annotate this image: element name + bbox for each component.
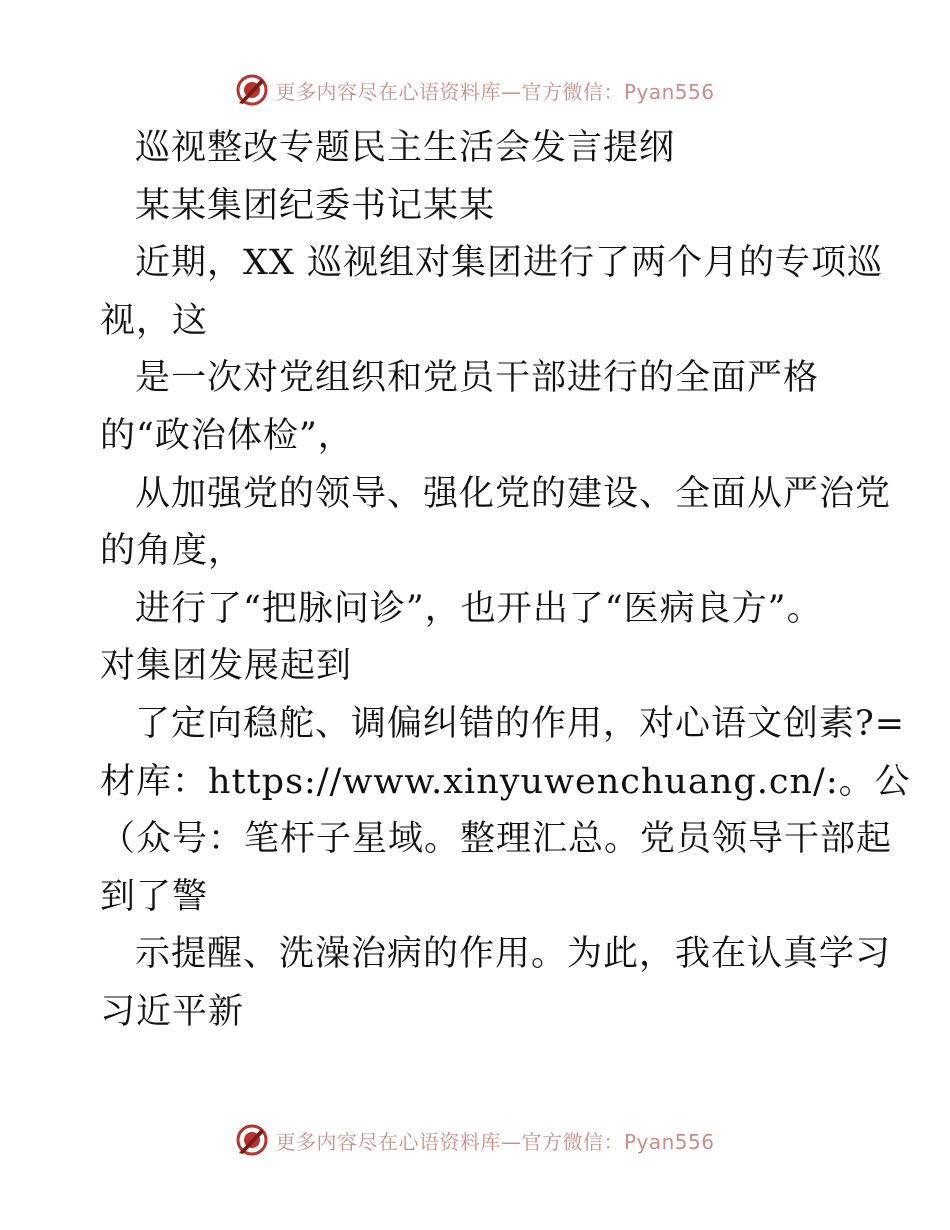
quill-seal-icon — [235, 73, 269, 107]
document-title: 巡视整改专题民主生活会发言提纲 — [135, 128, 676, 168]
paragraph-line: 的角度， — [100, 531, 245, 572]
author-line: 某某集团纪委书记某某 — [135, 185, 496, 226]
quill-seal-icon — [235, 1123, 269, 1157]
footer-watermark-text: 更多内容尽在心语资料库—官方微信：Pyan556 — [275, 1129, 715, 1154]
header-watermark-text: 更多内容尽在心语资料库—官方微信：Pyan556 — [275, 79, 715, 104]
paragraph-line: 是一次对党组织和党员干部进行的全面严格 — [135, 358, 820, 399]
paragraph-line: 从加强党的领导、强化党的建设、全面从严治党 — [135, 473, 892, 514]
paragraph-line: 的“政治体检”， — [100, 415, 354, 456]
paragraph-line: 习近平新 — [100, 991, 245, 1032]
paragraph-line: 了定向稳舵、调偏纠错的作用，对心语文创素?= — [135, 703, 906, 744]
paragraph-line: （众号：笔杆子星域。整理汇总。党员领导干部起 — [100, 819, 893, 860]
paragraph-line: 进行了“把脉问诊”，也开出了“医病良方”。 — [135, 588, 823, 629]
paragraph-line: 视，这 — [100, 300, 209, 341]
paragraph-line: 到了警 — [100, 876, 209, 917]
document-body — [100, 120, 911, 1042]
header-watermark — [0, 70, 950, 110]
footer-watermark — [0, 1120, 950, 1160]
paragraph-line: 示提醒、洗澡治病的作用。为此，我在认真学习 — [135, 934, 892, 975]
paragraph-line: 材库：https://www.xinyuwenchuang.cn/:。公 — [100, 761, 911, 802]
paragraph-line: 近期，XX 巡视组对集团进行了两个月的专项巡 — [135, 243, 883, 284]
paragraph-line: 对集团发展起到 — [100, 646, 353, 687]
